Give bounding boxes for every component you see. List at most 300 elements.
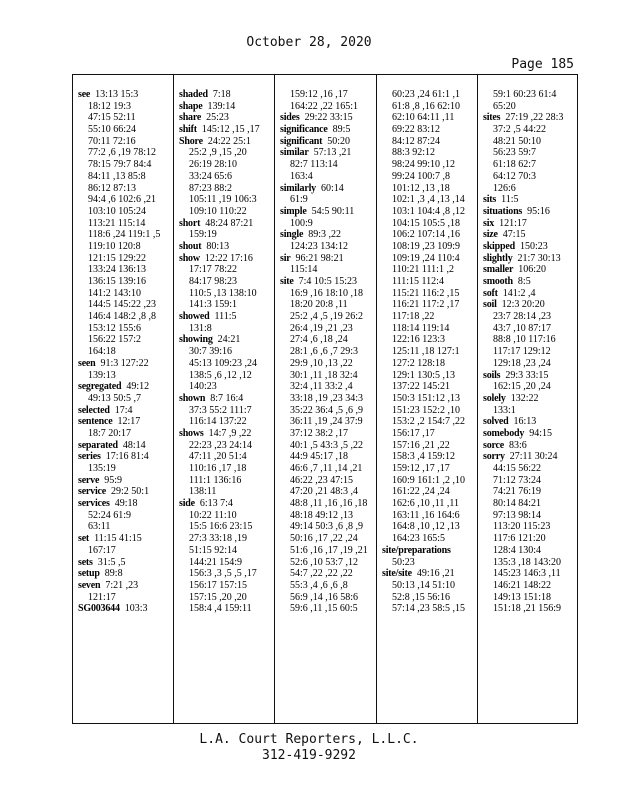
index-references: 28:1 ,6 ,6 ,7 29:3 [290, 346, 359, 358]
index-references: 54:5 90:11 [311, 205, 355, 217]
index-headword: soft [483, 287, 498, 299]
index-references: 89:8 [104, 568, 123, 580]
index-references: 60:23 ,24 61:1 ,1 [392, 89, 461, 100]
index-references: 157:15 ,20 ,20 [189, 591, 247, 603]
index-references: 26:4 ,19 ,21 ,23 [290, 322, 353, 334]
index-references: 29:22 33:15 [304, 112, 353, 124]
index-references: 49:12 [126, 381, 150, 393]
index-references: 49:16 ,21 [416, 568, 455, 580]
index-references: 145:23 146:3 ,11 [493, 568, 561, 580]
index-continuation [78, 229, 173, 241]
index-headword: service [78, 486, 107, 498]
index-headword: solely [483, 392, 506, 404]
index-entry [483, 194, 578, 206]
index-references: 61:9 [290, 194, 308, 206]
index-references: 96:21 98:21 [295, 252, 344, 264]
index-continuation [280, 498, 376, 510]
index-continuation [280, 463, 376, 475]
index-references: 117:6 121:20 [493, 533, 546, 545]
index-continuation [382, 124, 477, 136]
index-continuation [483, 334, 578, 346]
word-index-table [72, 74, 578, 724]
index-references: 25:2 ,9 ,15 ,20 [189, 147, 247, 159]
index-references: 94:4 ,6 102:6 ,21 [88, 194, 157, 206]
index-headword: see [78, 89, 91, 100]
index-references: 146:4 148:2 ,8 ,8 [88, 311, 157, 323]
index-entry [483, 276, 578, 288]
index-continuation [179, 276, 274, 288]
index-entry [78, 451, 173, 463]
index-entry [78, 475, 173, 487]
index-headword: set [78, 533, 90, 545]
index-continuation [179, 323, 274, 335]
index-entry [483, 451, 578, 463]
index-entry [179, 311, 274, 323]
index-continuation [78, 276, 173, 288]
index-references: 30:1 ,11 ,18 32:4 [290, 369, 358, 381]
index-references: 110:5 ,13 138:10 [189, 287, 257, 299]
index-references: 105:11 ,19 106:3 [189, 194, 257, 206]
index-continuation [179, 229, 274, 241]
index-continuation [483, 147, 578, 159]
index-continuation [280, 592, 376, 604]
index-entry [483, 112, 578, 124]
index-references: 104:15 105:5 ,18 [392, 217, 461, 229]
index-headword: segregated [78, 381, 122, 393]
index-continuation [280, 475, 376, 487]
index-entry [280, 136, 376, 148]
index-entry [179, 253, 274, 265]
index-entry [483, 416, 578, 428]
index-continuation [78, 370, 173, 382]
index-continuation [382, 498, 477, 510]
index-continuation [179, 603, 274, 615]
index-continuation [78, 521, 173, 533]
index-references: 110:16 ,17 ,18 [189, 463, 247, 474]
index-references: 65:20 [493, 100, 516, 112]
index-continuation [382, 264, 477, 276]
index-entry [483, 370, 578, 382]
index-references: 50:20 [327, 135, 351, 147]
index-references: 52:6 ,10 53:7 ,12 [290, 556, 359, 568]
index-entry [483, 288, 578, 300]
index-entry [483, 206, 578, 218]
index-references: 52:24 61:9 [88, 509, 132, 521]
index-headword: site [280, 276, 294, 287]
index-references: 141:2 143:10 [88, 287, 142, 299]
index-references: 146:21 148:22 [493, 579, 552, 591]
index-headword: services [78, 498, 110, 510]
index-references: 156:3 ,3 ,5 ,5 ,17 [189, 568, 257, 580]
index-continuation [382, 405, 477, 417]
index-continuation [78, 159, 173, 171]
index-entry [179, 112, 274, 124]
index-entry [483, 253, 578, 265]
index-references: 11:5 [501, 194, 519, 206]
index-headword: sorce [483, 439, 505, 451]
index-references: 70:11 72:16 [88, 135, 136, 147]
index-headword: sets [78, 556, 93, 568]
index-continuation [280, 568, 376, 580]
index-continuation [179, 299, 274, 311]
index-references: 164:22 ,22 165:1 [290, 100, 359, 112]
index-references: 48:24 87:21 [205, 217, 254, 229]
index-headword: six [483, 217, 495, 229]
index-continuation [382, 136, 477, 148]
index-references: 17:17 78:22 [189, 264, 238, 276]
index-references: 18:12 19:3 [88, 100, 132, 112]
index-headword: site/site [382, 568, 412, 580]
index-continuation [483, 603, 578, 615]
index-references: 7:18 [212, 89, 231, 100]
index-continuation [382, 89, 477, 101]
index-references: 52:8 ,15 56:16 [392, 591, 451, 603]
index-references: 145:12 ,15 ,17 [201, 124, 260, 136]
index-references: 100:9 [290, 217, 313, 229]
index-continuation [78, 147, 173, 159]
index-continuation [78, 592, 173, 604]
index-continuation [280, 311, 376, 323]
index-references: 116:21 117:2 ,17 [392, 299, 460, 311]
index-references: 121:17 [499, 217, 527, 229]
index-continuation [382, 463, 477, 475]
index-references: 51:6 ,16 ,17 ,19 ,21 [290, 544, 368, 556]
index-continuation [382, 440, 477, 452]
index-references: 49:13 50:5 ,7 [88, 392, 142, 404]
index-references: 131:8 [189, 322, 212, 334]
index-continuation [78, 124, 173, 136]
index-continuation [483, 568, 578, 580]
index-references: 94:15 [529, 427, 552, 439]
index-headword: site/preparations [382, 544, 451, 556]
index-references: 163:4 [290, 170, 313, 182]
index-continuation [179, 440, 274, 452]
index-references: 150:23 [519, 240, 548, 252]
index-entry [280, 147, 376, 159]
index-continuation [280, 171, 376, 183]
index-references: 157:16 ,21 ,22 [392, 439, 450, 451]
index-continuation [179, 521, 274, 533]
index-references: 119:10 120:8 [88, 240, 141, 252]
index-references: 103:3 [124, 603, 148, 615]
index-references: 129:18 ,23 ,24 [493, 357, 551, 369]
index-continuation [179, 475, 274, 487]
index-references: 135:3 ,18 143:20 [493, 556, 562, 568]
index-continuation [382, 288, 477, 300]
index-continuation [179, 568, 274, 580]
index-entry [179, 498, 274, 510]
index-references: 122:16 123:3 [392, 334, 446, 346]
index-entry [280, 112, 376, 124]
index-references: 164:8 ,10 ,12 ,13 [392, 521, 460, 533]
index-continuation [382, 218, 477, 230]
index-references: 160:9 161:1 ,2 ,10 [392, 474, 466, 486]
index-continuation [280, 264, 376, 276]
index-references: 103:1 104:4 ,8 ,12 [392, 205, 466, 217]
index-references: 95:16 [527, 205, 550, 217]
index-continuation [382, 592, 477, 604]
index-headword: simple [280, 205, 307, 217]
index-continuation [78, 346, 173, 358]
index-continuation [483, 405, 578, 417]
index-continuation [280, 580, 376, 592]
index-continuation [179, 358, 274, 370]
index-references: 158:4 ,4 159:11 [189, 603, 252, 615]
index-entry [280, 183, 376, 195]
index-continuation [280, 393, 376, 405]
index-references: 16:9 ,16 18:10 ,18 [290, 287, 364, 299]
index-continuation [382, 393, 477, 405]
index-references: 88:8 ,10 117:16 [493, 334, 556, 346]
index-references: 27:3 33:18 ,19 [189, 533, 248, 545]
index-continuation [280, 370, 376, 382]
index-entry [483, 440, 578, 452]
index-entry [179, 218, 274, 230]
index-headword: sides [280, 112, 300, 124]
index-continuation [280, 299, 376, 311]
index-references: 151:23 152:2 ,10 [392, 404, 461, 416]
index-continuation [382, 253, 477, 265]
index-continuation [280, 486, 376, 498]
index-continuation [78, 241, 173, 253]
index-headword: seen [78, 357, 96, 369]
index-references: 138:5 ,6 ,12 ,12 [189, 369, 252, 381]
index-references: 48:14 [122, 439, 146, 451]
index-headword: sentence [78, 416, 113, 428]
index-entry [280, 229, 376, 241]
index-references: 111:15 112:4 [392, 276, 444, 287]
index-references: 161:22 ,24 ,24 [392, 486, 450, 498]
index-references: 24:21 [217, 334, 241, 346]
index-continuation [280, 557, 376, 569]
index-entry [78, 486, 173, 498]
index-headword: sits [483, 194, 497, 206]
index-references: 88:3 92:12 [392, 147, 436, 159]
index-continuation [382, 299, 477, 311]
index-continuation [382, 147, 477, 159]
index-continuation [78, 112, 173, 124]
index-continuation [483, 358, 578, 370]
index-references: 89:5 [332, 124, 351, 136]
index-headword: serve [78, 474, 100, 486]
index-references: 111:1 136:16 [189, 474, 242, 486]
index-headword: setup [78, 568, 100, 580]
index-references: 109:19 ,24 110:4 [392, 252, 460, 264]
index-references: 44:15 56:22 [493, 463, 542, 474]
index-continuation [382, 603, 477, 615]
index-headword: slightly [483, 252, 513, 264]
index-references: 15:5 16:6 23:15 [189, 521, 253, 533]
index-continuation [280, 89, 376, 101]
index-continuation [179, 346, 274, 358]
index-references: 16:13 [513, 416, 537, 428]
index-continuation [280, 521, 376, 533]
index-continuation [280, 358, 376, 370]
index-references: 138:11 [189, 486, 217, 498]
index-references: 106:2 107:14 ,16 [392, 229, 461, 241]
index-continuation [483, 592, 578, 604]
index-headword: similarly [280, 182, 316, 194]
index-references: 69:22 83:12 [392, 124, 441, 136]
index-headword: shift [179, 124, 197, 136]
index-continuation [179, 381, 274, 393]
index-references: 44:9 45:17 ,18 [290, 451, 349, 463]
index-entry [280, 124, 376, 136]
index-headword: sir [280, 252, 291, 264]
index-references: 25:23 [206, 112, 229, 124]
index-continuation [280, 346, 376, 358]
index-references: 82:7 113:14 [290, 159, 338, 171]
index-references: 98:24 99:10 ,12 [392, 159, 456, 171]
index-references: 26:19 28:10 [189, 159, 238, 171]
index-references: 71:12 73:24 [493, 474, 542, 486]
index-continuation [382, 521, 477, 533]
index-references: 45:13 109:23 ,24 [189, 357, 258, 369]
index-references: 23:7 28:14 ,23 [493, 311, 552, 323]
index-references: 12:3 20:20 [501, 299, 545, 311]
index-continuation [382, 101, 477, 113]
index-references: 89:3 ,22 [308, 229, 342, 241]
index-references: 118:14 119:14 [392, 322, 450, 334]
index-continuation [483, 557, 578, 569]
index-references: 43:7 ,10 87:17 [493, 322, 552, 334]
index-headword: shaded [179, 89, 208, 100]
index-continuation [483, 171, 578, 183]
index-references: 159:12 ,16 ,17 [290, 89, 348, 100]
index-continuation [179, 592, 274, 604]
index-references: 24:22 25:1 [207, 135, 251, 147]
index-references: 59:6 ,11 ,15 60:5 [290, 603, 358, 615]
page-date: October 28, 2020 [246, 35, 372, 50]
index-continuation [78, 428, 173, 440]
index-continuation [483, 124, 578, 136]
footer-phone: 312-419-9292 [262, 748, 356, 763]
index-references: 156:22 157:2 [88, 334, 142, 346]
index-continuation [179, 545, 274, 557]
index-references: 29:2 50:1 [111, 486, 150, 498]
index-entry [179, 124, 274, 136]
index-headword: shout [179, 240, 202, 252]
index-references: 27:19 ,22 28:3 [505, 112, 564, 124]
index-continuation [382, 451, 477, 463]
index-references: 84:17 98:23 [189, 276, 238, 287]
index-continuation [483, 311, 578, 323]
index-entry [483, 393, 578, 405]
index-continuation [280, 405, 376, 417]
index-references: 27:11 30:24 [509, 451, 558, 463]
index-continuation [179, 264, 274, 276]
index-references: 13:13 15:3 [95, 89, 139, 100]
index-continuation [280, 101, 376, 113]
index-continuation [179, 147, 274, 159]
index-references: 18:20 20:8 ,11 [290, 299, 348, 311]
index-continuation [78, 101, 173, 113]
index-references: 50:13 ,14 51:10 [392, 579, 456, 591]
index-continuation [382, 323, 477, 335]
index-references: 48:18 49:12 ,13 [290, 509, 354, 521]
index-continuation [382, 334, 477, 346]
index-references: 63:11 [88, 521, 111, 533]
index-references: 109:10 110:22 [189, 205, 247, 217]
index-continuation [280, 241, 376, 253]
index-references: 10:22 11:10 [189, 509, 237, 521]
index-references: 7:21 ,23 [105, 579, 139, 591]
index-entry [78, 568, 173, 580]
index-entry [483, 428, 578, 440]
index-entry [78, 381, 173, 393]
index-entry [179, 101, 274, 113]
footer-company: L.A. Court Reporters, L.L.C. [199, 732, 419, 747]
index-headword: significant [280, 135, 323, 147]
index-references: 159:19 [189, 229, 217, 241]
index-continuation [382, 486, 477, 498]
index-references: 102:1 ,3 ,4 ,13 ,14 [392, 194, 465, 206]
index-references: 17:16 81:4 [105, 451, 149, 463]
index-references: 37:12 38:2 ,17 [290, 427, 349, 439]
index-headword: solved [483, 416, 509, 428]
index-references: 133:1 [493, 404, 516, 416]
index-headword: seven [78, 579, 101, 591]
index-references: 51:15 92:14 [189, 544, 238, 556]
index-references: 135:19 [88, 463, 116, 474]
index-references: 103:10 105:24 [88, 205, 147, 217]
index-continuation [280, 159, 376, 171]
index-references: 91:3 127:22 [100, 357, 149, 369]
index-references: 95:9 [104, 474, 122, 486]
index-continuation [280, 440, 376, 452]
index-continuation [382, 194, 477, 206]
index-references: 18:7 20:17 [88, 427, 132, 439]
index-references: 11:15 41:15 [94, 533, 142, 545]
index-references: 87:23 88:2 [189, 182, 233, 194]
index-continuation [179, 159, 274, 171]
index-references: 57:13 ,21 [313, 147, 352, 159]
index-continuation [382, 370, 477, 382]
index-references: 83:6 [509, 439, 527, 451]
index-references: 86:12 87:13 [88, 182, 137, 194]
index-continuation [382, 241, 477, 253]
index-references: 61:18 62:7 [493, 159, 537, 171]
index-references: 33:24 65:6 [189, 170, 233, 182]
index-references: 151:18 ,21 156:9 [493, 603, 562, 615]
index-continuation [483, 89, 578, 101]
index-references: 125:11 ,18 127:1 [392, 346, 460, 358]
index-continuation [78, 218, 173, 230]
index-references: 139:13 [88, 369, 116, 381]
index-continuation [483, 521, 578, 533]
index-continuation [280, 603, 376, 615]
index-entry [280, 253, 376, 265]
index-headword: short [179, 217, 201, 229]
index-headword: situations [483, 205, 523, 217]
index-references: 144:5 145:22 ,23 [88, 299, 157, 311]
index-references: 50:23 [392, 556, 415, 568]
index-headword: soil [483, 299, 497, 311]
index-continuation [382, 112, 477, 124]
index-entry [78, 533, 173, 545]
index-references: 57:14 ,23 58:5 ,15 [392, 603, 466, 615]
index-references: 12:17 [117, 416, 141, 428]
index-entry [382, 545, 477, 557]
index-entry [78, 89, 173, 101]
index-entry [179, 241, 274, 253]
index-column-2 [174, 75, 275, 723]
index-continuation [78, 136, 173, 148]
index-references: 153:12 155:6 [88, 322, 142, 334]
index-continuation [78, 334, 173, 346]
index-column-4 [377, 75, 478, 723]
index-continuation [78, 323, 173, 335]
